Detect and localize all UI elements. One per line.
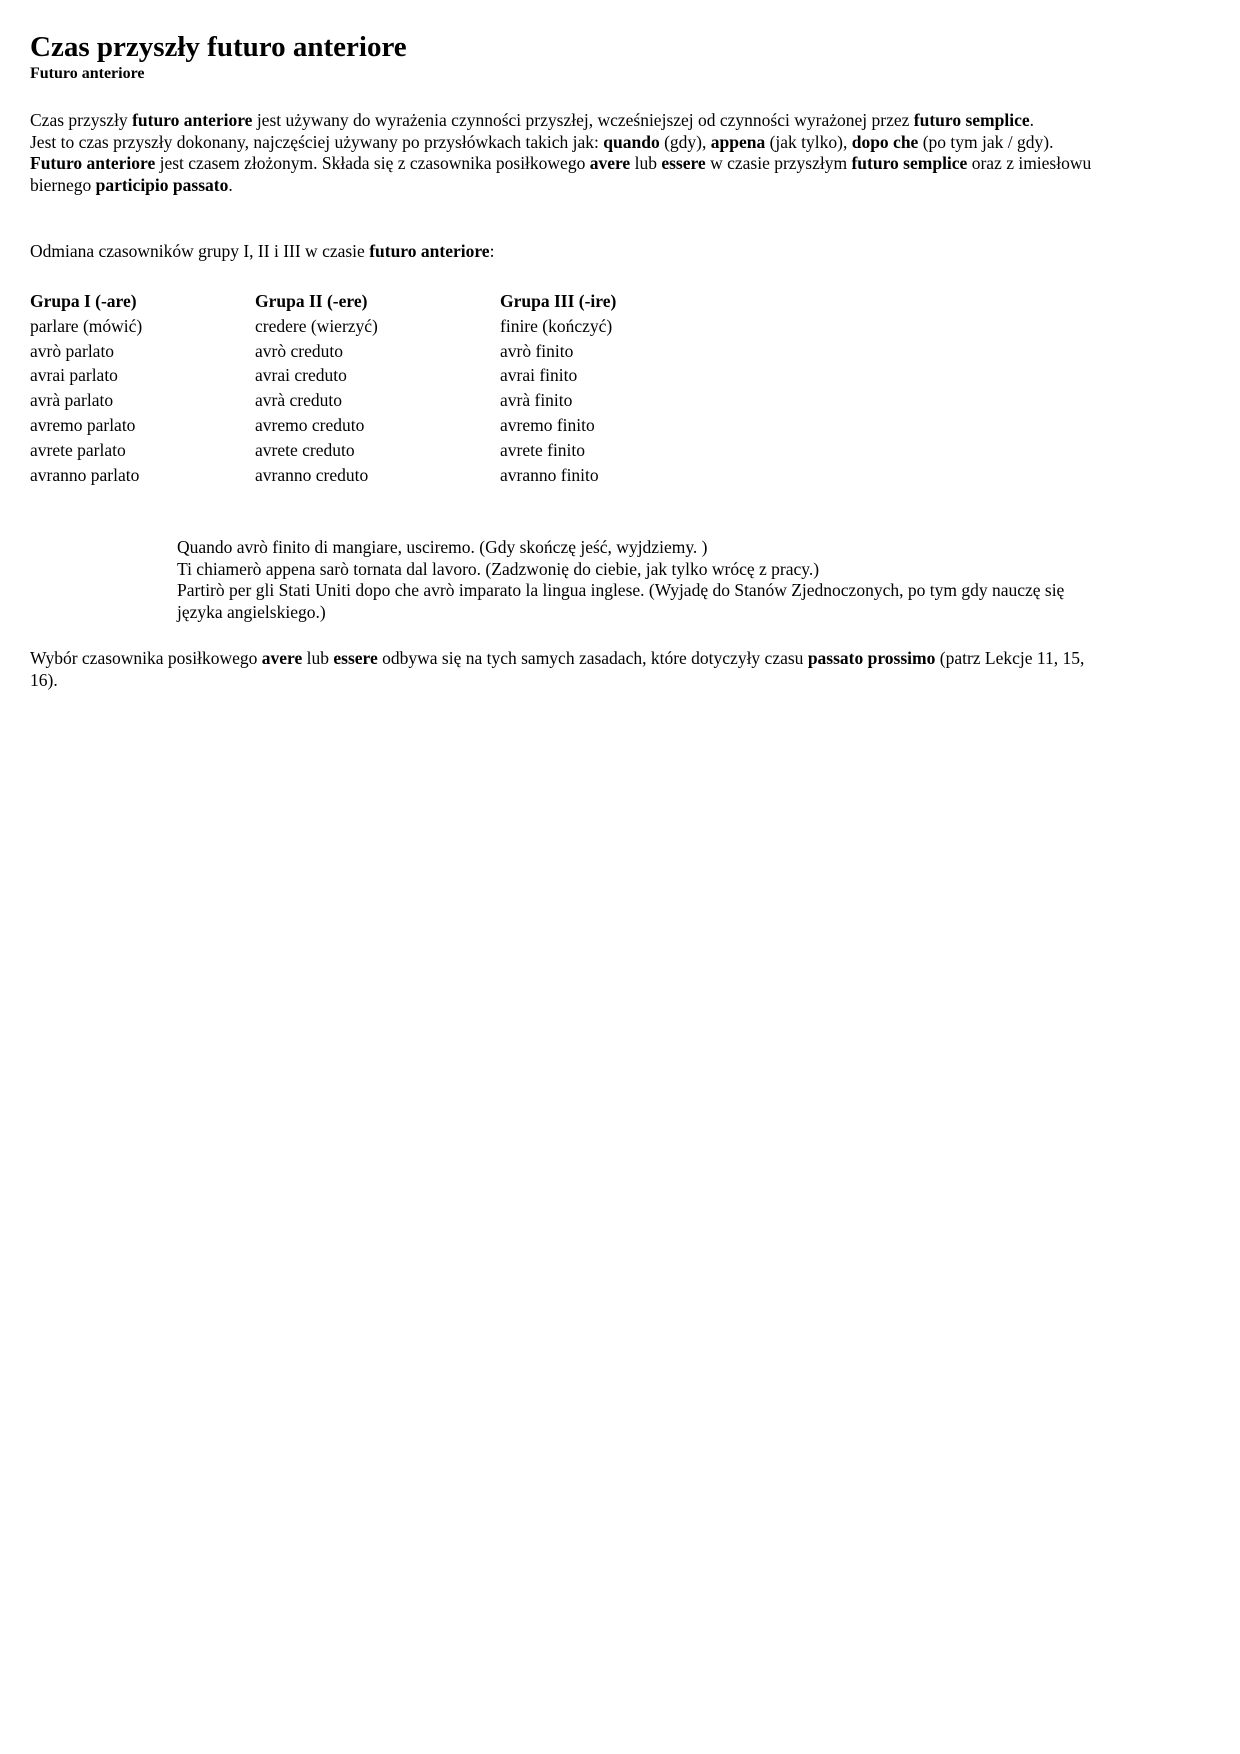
conjugation-row: avrò finito — [500, 340, 574, 361]
conjugation-row: credere (wierzyć) — [255, 315, 378, 336]
conjugation-row: avrà creduto — [255, 390, 342, 411]
column-header: Grupa III (-ire) — [500, 291, 617, 311]
conjugation-row: avrà parlato — [30, 390, 114, 411]
intro-paragraph-2: Jest to czas przyszły dokonany, najczęściej używany po przysłówkach takich jak: quando (gdy), appena (jak tylko), dopo che (po tym jak / gdy). Futuro anteriore jest czasem złożonym. Składa się z czasownika posiłkowego avere lub essere w czasie przyszłym futuro semplice oraz z imiesłowu biernego participio passato. — [30, 131, 1092, 195]
conjugation-row: avrai parlato — [30, 365, 118, 386]
conjugation-row: avrete parlato — [30, 439, 126, 460]
outro-paragraph: Wybór czasownika posiłkowego avere lub essere odbywa się na tych samych zasadach, które dotyczyły czasu passato prossimo (patrz Lekcje 11, 15, 16). — [30, 648, 1085, 690]
example-sentence: Ti chiamerò appena sarò tornata dal lavoro. (Zadzwonię do ciebie, jak tylko wrócę z pracy.) — [177, 558, 820, 579]
conjugation-row: avremo finito — [500, 414, 595, 435]
column-header: Grupa II (-ere) — [255, 291, 368, 311]
conjugation-row: avremo creduto — [255, 414, 365, 435]
example-sentence: Partirò per gli Stati Uniti dopo che avrò imparato la lingua inglese. (Wyjadę do Stanów Zjednoczonych, po tym gdy nauczę się języka angielskiego.) — [177, 580, 1065, 622]
column-header: Grupa I (-are) — [30, 291, 137, 311]
conjugation-row: parlare (mówić) — [30, 315, 143, 336]
example-sentences — [177, 537, 1077, 623]
intro-section — [30, 110, 1100, 196]
page-subtitle: Futuro anteriore — [30, 65, 145, 82]
conjugation-row: avranno creduto — [255, 464, 369, 485]
conjugation-row: avrete finito — [500, 439, 586, 460]
conjugation-row: avrò creduto — [255, 340, 343, 361]
conjugation-intro: Odmiana czasowników grupy I, II i III w czasie futuro anteriore: — [30, 241, 495, 261]
conjugation-column-group-1 — [30, 289, 260, 487]
conjugation-row: avrai creduto — [255, 365, 347, 386]
conjugation-column-group-2 — [255, 289, 485, 487]
page-title: Czas przyszły futuro anteriore — [30, 31, 407, 63]
conjugation-row: finire (kończyć) — [500, 315, 613, 336]
conjugation-row: avrete creduto — [255, 439, 355, 460]
intro-paragraph-1: Czas przyszły futuro anteriore jest używany do wyrażenia czynności przyszłej, wcześniejszej od czynności wyrażonej przez futuro semplice. — [30, 110, 1034, 130]
conjugation-row: avremo parlato — [30, 414, 136, 435]
conjugation-row: avranno finito — [500, 464, 599, 485]
conjugation-row: avranno parlato — [30, 464, 140, 485]
conjugation-row: avrò parlato — [30, 340, 115, 361]
example-sentence: Quando avrò finito di mangiare, usciremo. (Gdy skończę jeść, wyjdziemy. ) — [177, 537, 708, 557]
conjugation-row: avrai finito — [500, 365, 578, 386]
conjugation-row: avrà finito — [500, 390, 573, 411]
conjugation-column-group-3 — [500, 289, 730, 487]
